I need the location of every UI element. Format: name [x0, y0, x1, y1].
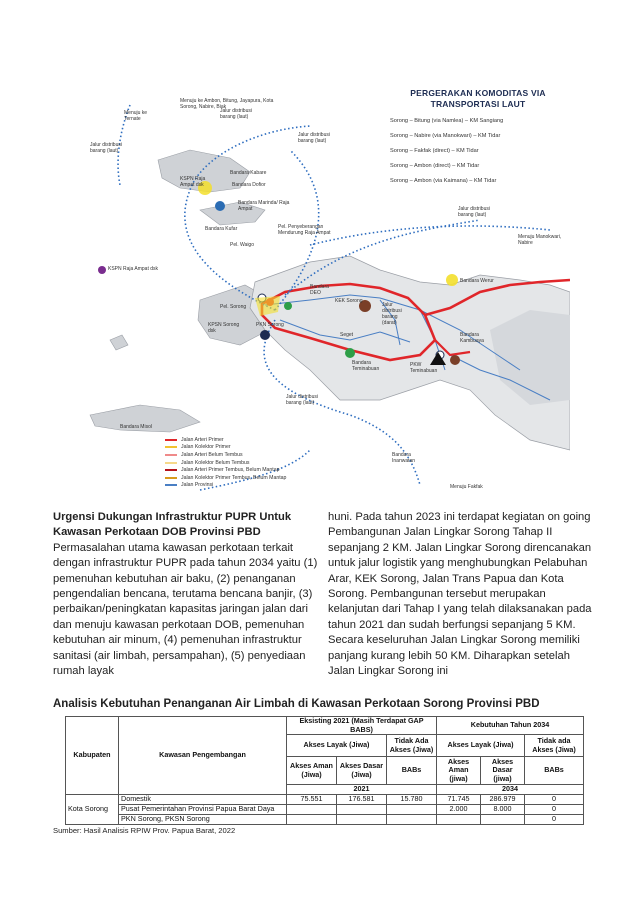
label-kspn-1: KSPN Raja Ampat dsk: [180, 176, 206, 188]
header-babs-2034: BABs: [525, 757, 584, 785]
label-ambon-bitung: Menuju ke Ambon, Bitung, Jayapura, Kota Sorong, Nabire, Biak: [180, 98, 274, 110]
label-bandara-dofior: Bandara Dofior: [232, 182, 266, 188]
header-kawasan: Kawasan Pengembangan: [119, 717, 287, 795]
source-note: Sumber: Hasil Analisis RPIW Prov. Papua Barat, 2022: [53, 826, 236, 835]
right-body-text: huni. Pada tahun 2023 ini terdapat kegiatan on going Pembangunan Jalan Lingkar Sorong Tahap II sepanjang 2 KM. Jalan Lingkar Sorong direncanakan untuk jalur logistik yang menghubungkan Pelabuhan Arar, KEK Sorong, Jalan Trans Papua dan Kota Sorong. Pembangunan tersebut merupakan kelanjutan dari Tahap I yang telah dilaksanakan pada tahun 2021 dan sudah berfungsi sepanjang 5 KM. Secara keseluruhan Jalan Lingkar Sorong memiliki panjang kurang lebih 50 KM. Diharapkan setelah Jalan Lingkar Sorong ini: [328, 511, 592, 678]
label-bandara-kufar: Bandara Kufar: [205, 226, 238, 232]
legend-title-line2: TRANSPORTASI LAUT: [430, 99, 526, 109]
cell-kawasan: Domestik: [119, 795, 287, 805]
header-akses-dasar: Akses Dasar (Jiwa): [337, 757, 387, 785]
legend-swatch: [165, 446, 177, 448]
label-jalur-1: Jalur distribusi barang (laut): [90, 142, 122, 154]
route-item: Sorong – Fakfak (direct) – KM Tidar: [390, 148, 479, 154]
poi-blue-1: [215, 201, 225, 211]
header-year-2021: 2021: [287, 785, 437, 795]
cell-value: [337, 805, 387, 815]
label-bandara-kambuaya: Bandara Kambuaya: [460, 332, 484, 344]
cell-value: 0: [525, 795, 584, 805]
label-jalur-3: Jalur distribusi barang (laut): [458, 206, 490, 218]
header-tidak-ada-akses: Tidak Ada Akses (Jiwa): [387, 735, 437, 757]
label-bandara-inanwatan: Bandara Inanwatan: [392, 452, 416, 464]
poi-brown-2: [450, 355, 460, 365]
road-legend-item: [165, 459, 365, 467]
legend-title-line1: PERGERAKAN KOMODITAS VIA: [410, 88, 546, 98]
header-kebutuhan: Kebutuhan Tahun 2034: [437, 717, 584, 735]
legend-label: Jalan Kolektor Primer Tembus, Belum Mantap: [181, 474, 287, 481]
label-menuju-manokwari: Menuju Manokwari, Nabire: [518, 234, 562, 246]
poi-yellow-2: [446, 274, 458, 286]
label-bandara-deo: Bandara DEO: [310, 284, 329, 296]
cell-value: 286.979: [481, 795, 525, 805]
cell-value: 0: [525, 805, 584, 815]
route-item: Sorong – Ambon (via Kaimana) – KM Tidar: [390, 178, 497, 184]
road-legend-item: [165, 474, 365, 482]
right-column: [328, 510, 594, 679]
cell-value: 71.745: [437, 795, 481, 805]
legend-label: Jalan Arteri Primer Tembus, Belum Mantap: [181, 467, 280, 474]
cell-kawasan: Pusat Pemerintahan Provinsi Papua Barat Daya: [119, 805, 287, 815]
header-akses-aman: Akses Aman (Jiwa): [287, 757, 337, 785]
cell-kawasan: PKN Sorong, PKSN Sorong: [119, 815, 287, 825]
poi-green-1: [284, 302, 292, 310]
header-eksisting: Eksisting 2021 (Masih Terdapat GAP BABS): [287, 717, 437, 735]
road-legend: [165, 436, 365, 489]
legend-label: Jalan Arteri Belum Tembus: [181, 451, 243, 458]
cell-value: [337, 815, 387, 825]
road-legend-item: [165, 444, 365, 452]
label-seget: Seget: [340, 332, 354, 338]
label-jalur-darat: Jalur distribusi barang (darat): [382, 302, 402, 326]
label-kpsn-sorong: KPSN Sorong dsk: [208, 322, 240, 334]
table-row: [66, 815, 584, 825]
road-legend-item: [165, 466, 365, 474]
cell-value: [481, 815, 525, 825]
header-akses-layak-2034: Akses Layak (Jiwa): [437, 735, 525, 757]
wastewater-table: [65, 716, 584, 825]
legend-swatch: [165, 454, 177, 456]
label-kek-sorong: KEK Sorong: [335, 298, 363, 304]
header-akses-dasar-2034: Akses Dasar (jiwa): [481, 757, 525, 785]
label-kspn-2: KSPN Raja Ampat dsk: [108, 266, 159, 272]
road-legend-item: [165, 482, 365, 490]
route-item: Sorong – Nabire (via Manokwari) – KM Tidar: [390, 133, 501, 139]
legend-swatch: [165, 484, 177, 486]
label-pel-waigo: Pel. Waigo: [230, 242, 254, 248]
road-legend-item: [165, 451, 365, 459]
cell-value: 2.000: [437, 805, 481, 815]
legend-label: Jalan Arteri Primer: [181, 436, 224, 443]
cell-value: [387, 805, 437, 815]
label-jalur-bawah: Jalur distribusi barang (laut): [286, 394, 318, 406]
legend-label: Jalan Kolektor Primer: [181, 444, 231, 451]
label-bandara-teminabuan: Bandara Teminabuan: [352, 360, 380, 372]
legend-label: Jalan Provinsi: [181, 482, 214, 489]
legend-swatch: [165, 439, 177, 441]
header-akses-layak: Akses Layak (Jiwa): [287, 735, 387, 757]
label-pkw-teminabuan: PKW Teminabuan: [410, 362, 438, 374]
header-babs: BABs: [387, 757, 437, 785]
label-pkn-sorong: PKN Sorong: [256, 322, 284, 328]
legend-swatch: [165, 477, 177, 479]
header-tidak-ada-akses-2034: Tidak ada Akses (Jiwa): [525, 735, 584, 757]
commodity-legend: [390, 88, 566, 185]
section-heading: Urgensi Dukungan Infrastruktur PUPR Untuk Kawasan Perkotaan DOB Provinsi PBD: [53, 511, 292, 539]
cell-value: 75.551: [287, 795, 337, 805]
cell-value: [287, 805, 337, 815]
label-jalur-2: Jalur distribusi barang (laut): [298, 132, 330, 144]
road-legend-item: [165, 436, 365, 444]
header-year-2034: 2034: [437, 785, 584, 795]
cell-value: 0: [525, 815, 584, 825]
left-body-text: Permasalahan utama kawasan perkotaan terkait dengan infrastruktur PUPR pada tahun 2034 yaitu (1) pemenuhan kebutuhan air baku, (2) penanganan pengendalian bencana, terutama bencana banjir, (3) perbaikan/peningkatan kapasitas jaringan jalan dari dan menuju kawasan perkotaan DOB, pemenuhan kebutuhan air minum, (4) pemenuhan infrastruktur sanitasi (air limbah, persampahan), (5) penyediaan rumah layak: [53, 541, 318, 678]
label-bandara-kabare: Bandara Kabare: [230, 170, 267, 176]
route-item: Sorong – Bitung (via Namlea) – KM Sangiang: [390, 118, 504, 124]
label-ternate: Menuju ke Ternate: [124, 110, 148, 122]
cell-value: [387, 815, 437, 825]
label-bandara-werur: Bandara Werur: [460, 278, 494, 284]
header-akses-aman-2034: Akses Aman (jiwa): [437, 757, 481, 785]
poi-green-2: [345, 348, 355, 358]
label-bandara-misol: Bandara Misol: [120, 424, 152, 430]
label-menuju-fakfak: Menuju Fakfak: [450, 484, 483, 490]
infrastructure-map: [50, 70, 570, 500]
cell-value: [437, 815, 481, 825]
label-jalur-4: Jalur distribusi barang (laut): [220, 108, 252, 120]
label-bandara-marinda: Bandara Marinda/ Raja Ampat: [238, 200, 290, 212]
poi-blue-2: [260, 330, 270, 340]
header-kabupaten: Kabupaten: [66, 717, 119, 795]
legend-swatch: [165, 462, 177, 464]
cell-value: 8.000: [481, 805, 525, 815]
label-pel-sorong: Pel. Sorong: [220, 304, 247, 310]
island-small-1: [110, 335, 128, 350]
legend-swatch: [165, 469, 177, 471]
left-column: [53, 510, 318, 679]
route-item: Sorong – Ambon (direct) – KM Tidar: [390, 163, 480, 169]
cell-value: 15.780: [387, 795, 437, 805]
cell-value: [287, 815, 337, 825]
cell-value: 176.581: [337, 795, 387, 805]
table-row: [66, 795, 584, 805]
table-row: [66, 805, 584, 815]
legend-label: Jalan Kolektor Belum Tembus: [181, 459, 250, 466]
label-pel-penyeberangan: Pel. Penyeberangan Mendurung Raja Ampat: [278, 224, 331, 236]
cell-kabupaten: Kota Sorong: [66, 795, 119, 825]
poi-purple: [98, 266, 106, 274]
table-title: Analisis Kebutuhan Penanganan Air Limbah di Kawasan Perkotaan Sorong Provinsi PBD: [53, 698, 540, 710]
